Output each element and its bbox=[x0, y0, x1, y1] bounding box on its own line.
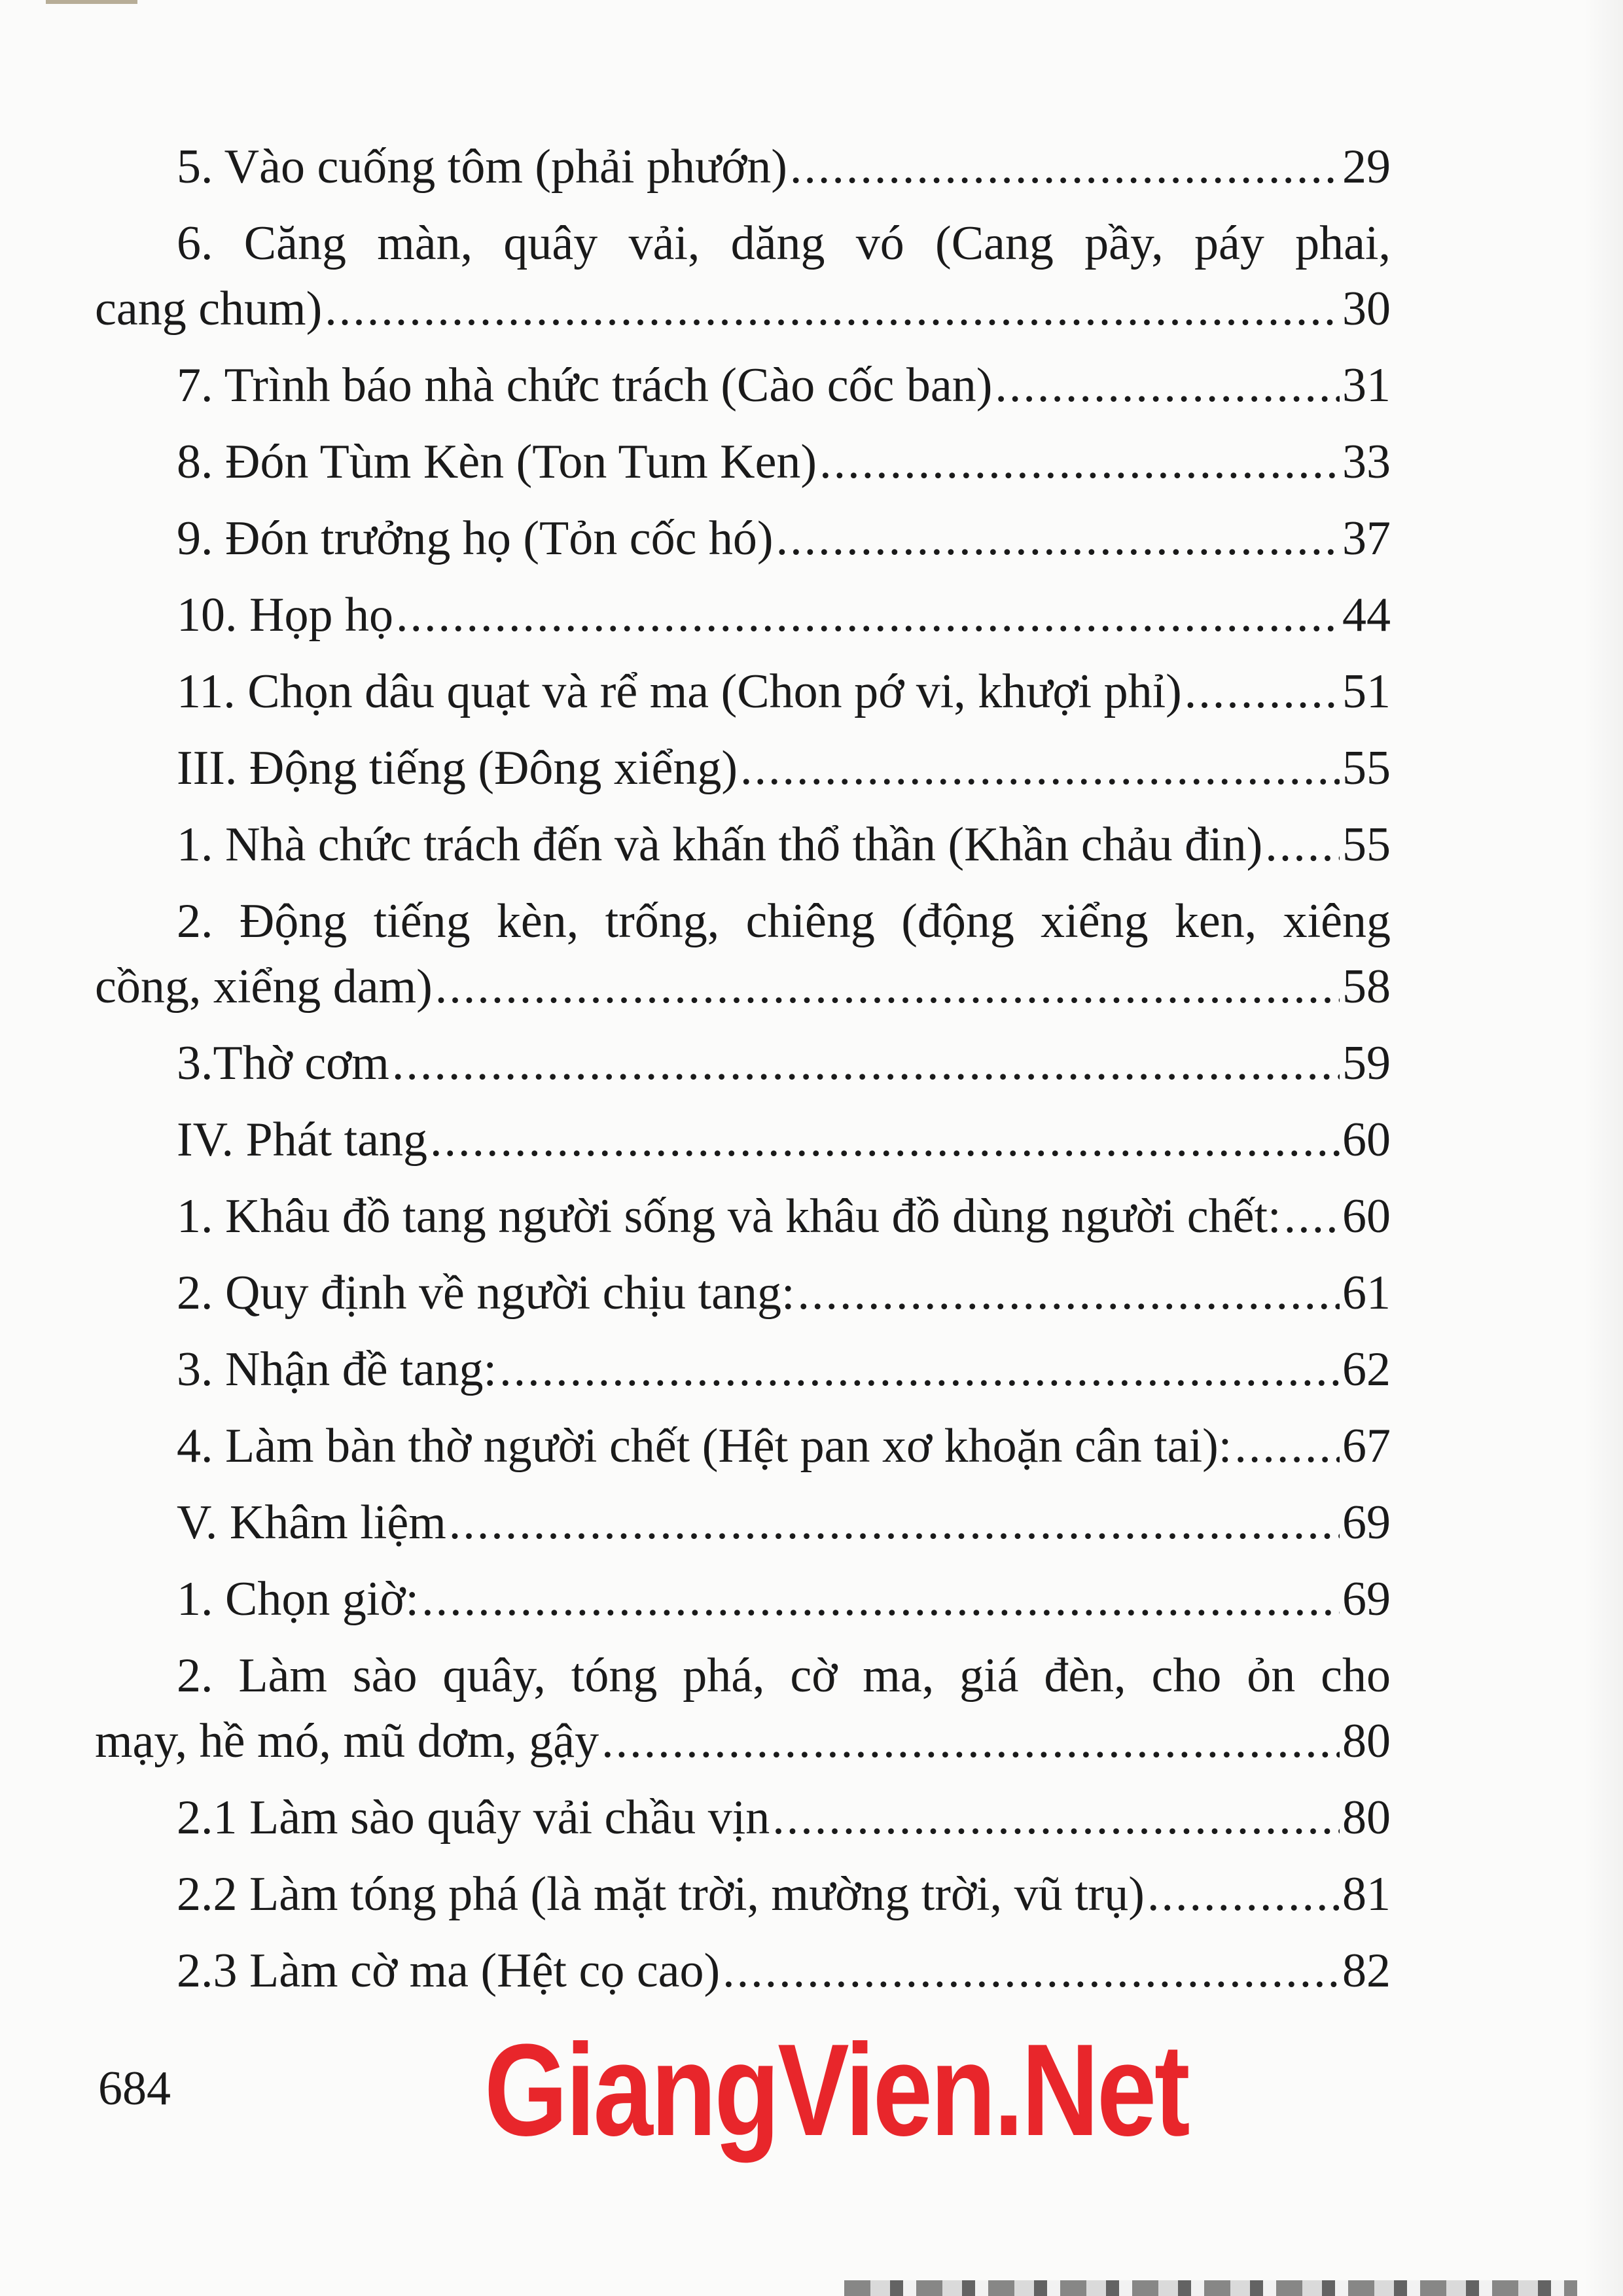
toc-entry-title: 1. Chọn giờ: bbox=[177, 1572, 419, 1626]
toc-entry bbox=[95, 1938, 1391, 2004]
toc-entry bbox=[95, 1643, 1391, 1774]
toc-entry bbox=[95, 582, 1391, 648]
toc-entry bbox=[95, 1566, 1391, 1632]
toc-entry-title-line2: cang chum) bbox=[95, 282, 323, 336]
toc-dot-leader bbox=[1185, 659, 1340, 724]
toc-dot-leader bbox=[776, 506, 1340, 571]
toc-entry-title: V. Khâm liệm bbox=[177, 1496, 446, 1549]
toc-dot-leader bbox=[435, 954, 1340, 1019]
toc-entry bbox=[95, 1031, 1391, 1096]
toc-entry-title-line1: 6. Căng màn, quây vải, dăng vó (Cang pầy, páy phai, bbox=[177, 217, 1391, 270]
toc-entry-title: 5. Vào cuống tôm (phải phướn) bbox=[177, 140, 787, 194]
toc-entry bbox=[95, 353, 1391, 418]
toc-entry bbox=[95, 659, 1391, 724]
toc-entry bbox=[95, 889, 1391, 1019]
toc-dot-leader bbox=[1265, 812, 1340, 877]
toc-entry bbox=[95, 1490, 1391, 1555]
table-of-contents bbox=[95, 134, 1391, 2015]
toc-dot-leader bbox=[396, 582, 1340, 648]
toc-dot-leader bbox=[421, 1566, 1340, 1632]
toc-entry-page: 31 bbox=[1342, 359, 1391, 412]
toc-dot-leader bbox=[325, 276, 1340, 342]
toc-entry-title: 4. Làm bàn thờ người chết (Hệt pan xơ khoặn cân tai): bbox=[177, 1419, 1232, 1473]
toc-entry-title: 9. Đón trưởng họ (Tỏn cốc hó) bbox=[177, 512, 774, 565]
toc-entry-title: 2.3 Làm cờ ma (Hệt cọ cao) bbox=[177, 1944, 721, 1998]
toc-entry-page: 29 bbox=[1342, 140, 1391, 194]
corner-mark bbox=[46, 0, 137, 4]
toc-entry-line2 bbox=[95, 276, 1391, 342]
toc-dot-leader bbox=[1234, 1413, 1340, 1479]
toc-entry-title: 11. Chọn dâu quạt và rể ma (Chon pớ vi, khượi phỉ) bbox=[177, 665, 1182, 718]
toc-entry-page: 60 bbox=[1342, 1190, 1391, 1243]
toc-entry-title-line2: mạy, hề mó, mũ dơm, gậy bbox=[95, 1714, 599, 1768]
toc-dot-leader bbox=[790, 134, 1340, 200]
toc-entry-line2 bbox=[95, 1708, 1391, 1774]
toc-entry-page: 30 bbox=[1342, 282, 1391, 336]
toc-dot-leader bbox=[740, 735, 1340, 801]
toc-entry-title: 7. Trình báo nhà chức trách (Cào cốc ban) bbox=[177, 359, 993, 412]
toc-dot-leader bbox=[798, 1260, 1340, 1326]
toc-entry-title: 3. Nhận đề tang: bbox=[177, 1343, 497, 1396]
toc-entry bbox=[95, 1337, 1391, 1402]
toc-entry-page: 62 bbox=[1342, 1343, 1391, 1396]
toc-entry bbox=[95, 1107, 1391, 1173]
toc-dot-leader bbox=[772, 1785, 1340, 1850]
toc-dot-leader bbox=[392, 1031, 1340, 1096]
scan-edge-strip bbox=[844, 2280, 1577, 2296]
toc-entry-title: 2.1 Làm sào quây vải chầu vịn bbox=[177, 1791, 770, 1845]
toc-entry-page: 61 bbox=[1342, 1266, 1391, 1320]
toc-entry-title-line1: 2. Làm sào quây, tóng phá, cờ ma, giá đèn, cho ỏn cho bbox=[177, 1649, 1391, 1703]
toc-entry-page: 82 bbox=[1342, 1944, 1391, 1998]
toc-entry-page: 44 bbox=[1342, 588, 1391, 642]
toc-entry bbox=[95, 812, 1391, 877]
toc-entry-page: 59 bbox=[1342, 1036, 1391, 1090]
toc-dot-leader bbox=[449, 1490, 1340, 1555]
toc-dot-leader bbox=[995, 353, 1340, 418]
toc-dot-leader bbox=[601, 1708, 1340, 1774]
page-number: 684 bbox=[98, 2062, 171, 2115]
toc-entry-title: 1. Khâu đồ tang người sống và khâu đồ dùng người chết: bbox=[177, 1190, 1281, 1243]
toc-entry bbox=[95, 1862, 1391, 1927]
toc-entry-page: 69 bbox=[1342, 1496, 1391, 1549]
toc-dot-leader bbox=[499, 1337, 1340, 1402]
toc-entry-page: 58 bbox=[1342, 960, 1391, 1014]
toc-entry-title: 3.Thờ cơm bbox=[177, 1036, 389, 1090]
toc-entry bbox=[95, 1413, 1391, 1479]
toc-entry-page: 80 bbox=[1342, 1791, 1391, 1845]
toc-entry bbox=[95, 429, 1391, 495]
toc-entry bbox=[95, 1260, 1391, 1326]
toc-entry-title: 2. Quy định về người chịu tang: bbox=[177, 1266, 795, 1320]
toc-entry-page: 69 bbox=[1342, 1572, 1391, 1626]
toc-entry-page: 37 bbox=[1342, 512, 1391, 565]
toc-entry-page: 67 bbox=[1342, 1419, 1391, 1473]
toc-entry-page: 55 bbox=[1342, 818, 1391, 872]
toc-dot-leader bbox=[722, 1938, 1340, 2004]
toc-dot-leader bbox=[819, 429, 1340, 495]
toc-entry bbox=[95, 1785, 1391, 1850]
toc-entry-page: 80 bbox=[1342, 1714, 1391, 1768]
toc-entry-title: 10. Họp họ bbox=[177, 588, 393, 642]
toc-entry-page: 51 bbox=[1342, 665, 1391, 718]
toc-dot-leader bbox=[1147, 1862, 1340, 1927]
toc-entry-title: III. Động tiếng (Đông xiểng) bbox=[177, 741, 738, 795]
toc-entry-page: 60 bbox=[1342, 1113, 1391, 1167]
toc-entry-line2 bbox=[95, 954, 1391, 1019]
toc-entry bbox=[95, 134, 1391, 200]
toc-entry-title: 1. Nhà chức trách đến và khấn thổ thần (Khần chảu đin) bbox=[177, 818, 1263, 872]
toc-entry-page: 55 bbox=[1342, 741, 1391, 795]
toc-entry-page: 33 bbox=[1342, 435, 1391, 489]
toc-dot-leader bbox=[1284, 1184, 1340, 1249]
toc-entry bbox=[95, 735, 1391, 801]
toc-entry-page: 81 bbox=[1342, 1867, 1391, 1921]
toc-entry bbox=[95, 211, 1391, 342]
toc-entry-title: IV. Phát tang bbox=[177, 1113, 428, 1167]
toc-entry-title: 2.2 Làm tóng phá (là mặt trời, mường trời, vũ trụ) bbox=[177, 1867, 1145, 1921]
toc-entry-title-line2: cồng, xiểng dam) bbox=[95, 960, 433, 1014]
toc-entry-title: 8. Đón Tùm Kèn (Ton Tum Ken) bbox=[177, 435, 817, 489]
watermark-logo: GiangVien.Net bbox=[484, 2017, 1188, 2163]
toc-dot-leader bbox=[430, 1107, 1340, 1173]
page-edge-shadow bbox=[1584, 0, 1623, 2296]
toc-entry bbox=[95, 506, 1391, 571]
toc-entry-title-line1: 2. Động tiếng kèn, trống, chiêng (động xiểng ken, xiêng bbox=[177, 894, 1391, 948]
toc-entry bbox=[95, 1184, 1391, 1249]
